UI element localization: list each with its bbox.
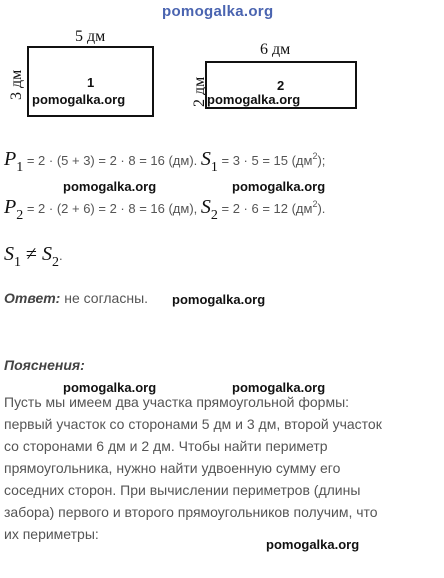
rect2-height-label: 2 дм xyxy=(191,76,208,107)
answer-label: Ответ: xyxy=(4,290,61,306)
watermark: pomogalka.org xyxy=(63,380,157,395)
rect1-height-label: 3 дм xyxy=(8,69,25,100)
area-symbol: S xyxy=(200,196,211,218)
perimeter-symbol: P xyxy=(4,196,17,218)
inequality-line xyxy=(4,243,63,270)
watermark: pomogalka.org xyxy=(232,380,326,395)
answer-text: не согласны. xyxy=(60,290,149,306)
area-expression-end: ). xyxy=(317,201,326,216)
watermark: pomogalka.org xyxy=(63,179,157,194)
inequality-end: . xyxy=(58,248,63,263)
explanation-line: соседних сторон. При вычислении периметров (длины xyxy=(4,482,361,498)
perimeter-expression: = 2 · (2 + 6) = 2 · 8 = 16 (дм), xyxy=(23,201,201,216)
answer-line xyxy=(4,290,148,306)
subscript: 1 xyxy=(16,160,24,175)
area-symbol: S xyxy=(41,243,52,265)
subscript: 1 xyxy=(14,255,21,270)
explanation-heading: Пояснения: xyxy=(4,357,85,373)
explanation-line: их периметры: xyxy=(4,526,99,542)
not-equal-sign: ≠ xyxy=(21,243,42,265)
area-expression-end: ); xyxy=(317,153,326,168)
area-expression: = 3 · 5 = 15 (дм xyxy=(217,153,313,168)
formula-line-2 xyxy=(4,196,326,223)
explanation-line: со сторонами 6 дм и 2 дм. Чтобы найти периметр xyxy=(4,438,328,454)
perimeter-expression: = 2 · (5 + 3) = 2 · 8 = 16 (дм). xyxy=(23,153,201,168)
perimeter-symbol: P xyxy=(4,148,17,170)
area-expression: = 2 · 6 = 12 (дм xyxy=(217,201,313,216)
subscript: 2 xyxy=(51,255,59,270)
subscript: 2 xyxy=(210,208,218,223)
rect2-width-label: 6 дм xyxy=(260,41,291,58)
rect1-width-label: 5 дм xyxy=(75,28,106,45)
watermark: pomogalka.org xyxy=(232,179,326,194)
area-symbol: S xyxy=(200,148,211,170)
explanation-line: Пусть мы имеем два участка прямоугольной формы: xyxy=(4,394,350,410)
formula-line-1 xyxy=(4,148,326,175)
watermark: pomogalka.org xyxy=(266,537,360,552)
header-watermark[interactable]: pomogalka.org xyxy=(162,3,274,20)
explanation-line: первый участок со сторонами 5 дм и 3 дм, второй участок xyxy=(4,416,382,432)
watermark: pomogalka.org xyxy=(32,92,126,107)
rect1-number: 1 xyxy=(87,75,95,90)
subscript: 2 xyxy=(16,208,24,223)
superscript: 2 xyxy=(312,199,318,209)
explanation-line: прямоугольника, нужно найти удвоенную сумму его xyxy=(4,460,341,476)
superscript: 2 xyxy=(312,151,318,161)
watermark: pomogalka.org xyxy=(207,92,301,107)
rect2-number: 2 xyxy=(277,78,285,93)
watermark: pomogalka.org xyxy=(172,292,266,307)
subscript: 1 xyxy=(210,160,218,175)
area-symbol: S xyxy=(4,243,14,265)
explanation-line: забора) первого и второго прямоугольников получим, что xyxy=(4,504,378,520)
